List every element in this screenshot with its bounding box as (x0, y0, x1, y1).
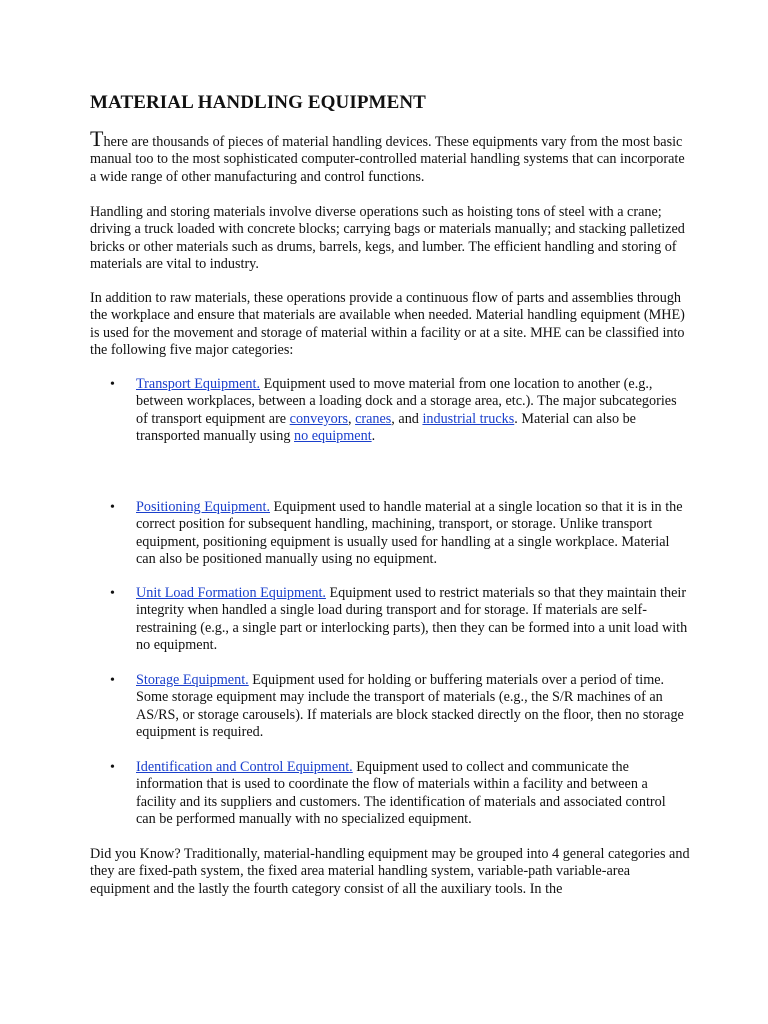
conveyors-link[interactable]: conveyors (289, 410, 348, 427)
bullet-icon: • (110, 673, 115, 688)
positioning-text: Equipment used to handle material at a single location so that it is in the correct position for subsequent handling, machining, transport, or storage. Unlike transport equipment, positioning equipment is usually used for handling at a single workplace. Material can also be positioned manually using no equipment. (136, 499, 683, 568)
intro-paragraph (90, 126, 690, 186)
no-equipment-link[interactable]: no equipment (294, 428, 372, 445)
identification-text: Equipment used to collect and communicate the information that is used to coordinate the flow of materials within a facility and between a facility and its suppliers and customers. The identification of materials and associated control can be performed manually with no specialized equipment. (136, 759, 666, 828)
transport-text: Equipment used to move material from one location to another (e.g., between workplaces, between a loading dock and a storage area, etc.). The major subcategories of transport equipment are (136, 376, 677, 427)
bullet-icon: • (110, 500, 115, 515)
transport-text: . (371, 428, 376, 445)
page-title: MATERIAL HANDLING EQUIPMENT (90, 92, 426, 113)
mhe-paragraph: In addition to raw materials, these operations provide a continuous flow of parts and assemblies through the workplace and ensure that materials are available when needed. Material handling equipment (MHE) is used for the movement and storage of material within a facility or at a site. MHE can be classified into the following five major categories: (90, 290, 685, 359)
bullet-icon: • (110, 377, 115, 392)
list-item-text (136, 499, 688, 569)
handling-paragraph: Handling and storing materials involve diverse operations such as hoisting tons of steel with a crane; driving a truck loaded with concrete blocks; carrying bags or materials manually; and stacking palletized bricks or other materials such as drums, barrels, kegs, and lumber. The efficient handling and storing of materials are vital to industry. (90, 204, 685, 273)
cranes-link[interactable]: cranes (355, 410, 392, 427)
list-item-text (136, 672, 688, 742)
storage-text: Equipment used for holding or buffering materials over a period of time. Some storage equipment may include the transport of materials (e.g., the S/R machines of an AS/RS, or storage carousels). If materials are block stacked directly on the floor, then no storage equipment is required. (136, 672, 684, 741)
positioning-equipment-link[interactable]: Positioning Equipment. (136, 499, 270, 515)
intro-text: here are thousands of pieces of material handling devices. These equipments vary from the most basic manual too to the most sophisticated computer-controlled material handling systems that can incorporate a wide range of other manufacturing and control functions. (90, 134, 685, 185)
storage-equipment-link[interactable]: Storage Equipment. (136, 672, 249, 688)
separator-text: , (347, 410, 356, 427)
did-you-know-paragraph: Did you Know? Traditionally, material-handling equipment may be grouped into 4 general categories and they are fixed-path system, the fixed area material handling system, variable-path variable-area equipment and the lastly the fourth category consist of all the auxiliary tools. In the (90, 846, 690, 897)
list-item-text (136, 585, 688, 655)
unit-load-text: Equipment used to restrict materials so that they maintain their integrity when handled a single load during transport and for storage. If materials are self-restraining (e.g., a single part or interlocking parts), then they can be formed into a unit load with no equipment. (136, 585, 688, 654)
transport-equipment-link[interactable]: Transport Equipment. (136, 376, 261, 392)
bullet-icon: • (110, 760, 115, 775)
list-item-text (136, 376, 688, 446)
bullet-icon: • (110, 586, 115, 601)
unit-load-formation-equipment-link[interactable]: Unit Load Formation Equipment. (136, 585, 326, 601)
industrial-trucks-link[interactable]: industrial trucks (422, 410, 515, 427)
drop-cap: T (90, 126, 104, 151)
identification-control-equipment-link[interactable]: Identification and Control Equipment. (136, 759, 353, 775)
separator-text: , and (391, 410, 423, 427)
list-item-text (136, 759, 688, 829)
transport-text: . Material can also be transported manually using (136, 410, 636, 445)
